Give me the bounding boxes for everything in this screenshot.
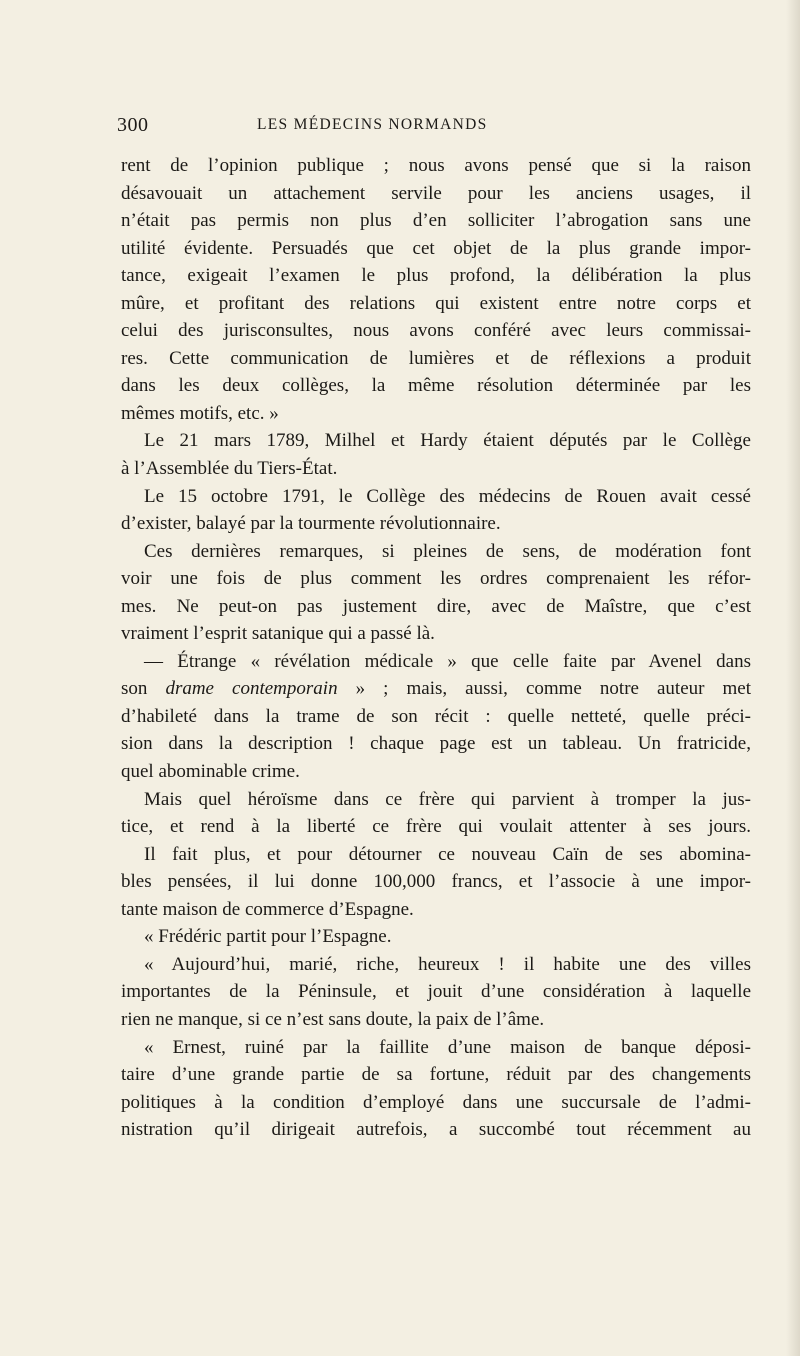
text-line: mêmes motifs, etc. » [121, 402, 279, 424]
page-number: 300 [117, 114, 149, 136]
text-line: quel abominable crime. [121, 761, 300, 783]
text-line: celui des jurisconsultes, nous avons conféré avec leurs commissai- [121, 320, 751, 342]
text-line: Ces dernières remarques, si pleines de sens, de modération font [144, 540, 751, 562]
text-line: dans les deux collèges, la même résolution déterminée par les [121, 375, 751, 397]
text-line: « Aujourd’hui, marié, riche, heureux ! il habite une des villes [144, 953, 751, 975]
italic-phrase-after: » ; mais, aussi, comme notre auteur met [337, 678, 751, 700]
text-line: rien ne manque, si ce n’est sans doute, la paix de l’âme. [121, 1008, 545, 1030]
text-line: Il fait plus, et pour détourner ce nouveau Caïn de ses abomina- [144, 843, 751, 865]
text-line: tance, exigeait l’examen le plus profond, la délibération la plus [121, 265, 751, 287]
text-line: rent de l’opinion publique ; nous avons pensé que si la raison [121, 155, 751, 176]
text-line: utilité évidente. Persuadés que cet objet de la plus grande impor- [121, 237, 751, 259]
page-header [117, 114, 753, 142]
text-line: d’habileté dans la trame de son récit : quelle netteté, quelle préci- [121, 705, 751, 727]
text-line: « Ernest, ruiné par la faillite d’une maison de banque déposi- [144, 1036, 751, 1058]
text-line: — Étrange « révélation médicale » que celle faite par Avenel dans [144, 650, 751, 672]
text-line: res. Cette communication de lumières et de réflexions a produit [121, 347, 751, 369]
text-line: à l’Assemblée du Tiers-État. [121, 458, 338, 480]
text-line: Le 15 octobre 1791, le Collège des médecins de Rouen avait cessé [144, 485, 751, 507]
text-line: Le 21 mars 1789, Milhel et Hardy étaient députés par le Collège [144, 430, 751, 452]
text-line: vraiment l’esprit satanique qui a passé là. [121, 623, 435, 645]
text-line: bles pensées, il lui donne 100,000 francs, et l’associe à une impor- [121, 871, 751, 893]
text-line: importantes de la Péninsule, et jouit d’une considération à laquelle [121, 981, 751, 1003]
running-title: LES MÉDECINS NORMANDS [257, 116, 488, 133]
text-line: Mais quel héroïsme dans ce frère qui parvient à tromper la jus- [144, 788, 751, 810]
page-edge-shadow [786, 0, 800, 1356]
text-line: nistration qu’il dirigeait autrefois, a succombé tout récemment au [121, 1119, 751, 1141]
text-line: tice, et rend à la liberté ce frère qui voulait attenter à ses jours. [121, 816, 751, 838]
text-line: politiques à la condition d’employé dans une succursale de l’admi- [121, 1091, 751, 1113]
text-line: « Frédéric partit pour l’Espagne. [144, 926, 392, 948]
text-line: d’exister, balayé par la tourmente révolutionnaire. [121, 513, 501, 535]
text-line: tante maison de commerce d’Espagne. [121, 898, 414, 920]
text-line-italic-phrase [121, 675, 751, 703]
text-line: désavouait un attachement servile pour les anciens usages, il [121, 182, 751, 204]
text-line: mes. Ne peut-on pas justement dire, avec de Maîstre, que c’est [121, 595, 751, 617]
italic-phrase: drame contemporain [165, 678, 338, 700]
text-line: voir une fois de plus comment les ordres comprenaient les réfor- [121, 568, 751, 590]
text-line: taire d’une grande partie de sa fortune, réduit par des changements [121, 1064, 751, 1086]
italic-phrase-before: son [121, 678, 166, 700]
text-line: sion dans la description ! chaque page est un tableau. Un fratricide, [121, 733, 751, 755]
text-line: n’était pas permis non plus d’en solliciter l’abrogation sans une [121, 210, 751, 232]
body-text [121, 152, 751, 1144]
text-line: mûre, et profitant des relations qui existent entre notre corps et [121, 292, 751, 314]
